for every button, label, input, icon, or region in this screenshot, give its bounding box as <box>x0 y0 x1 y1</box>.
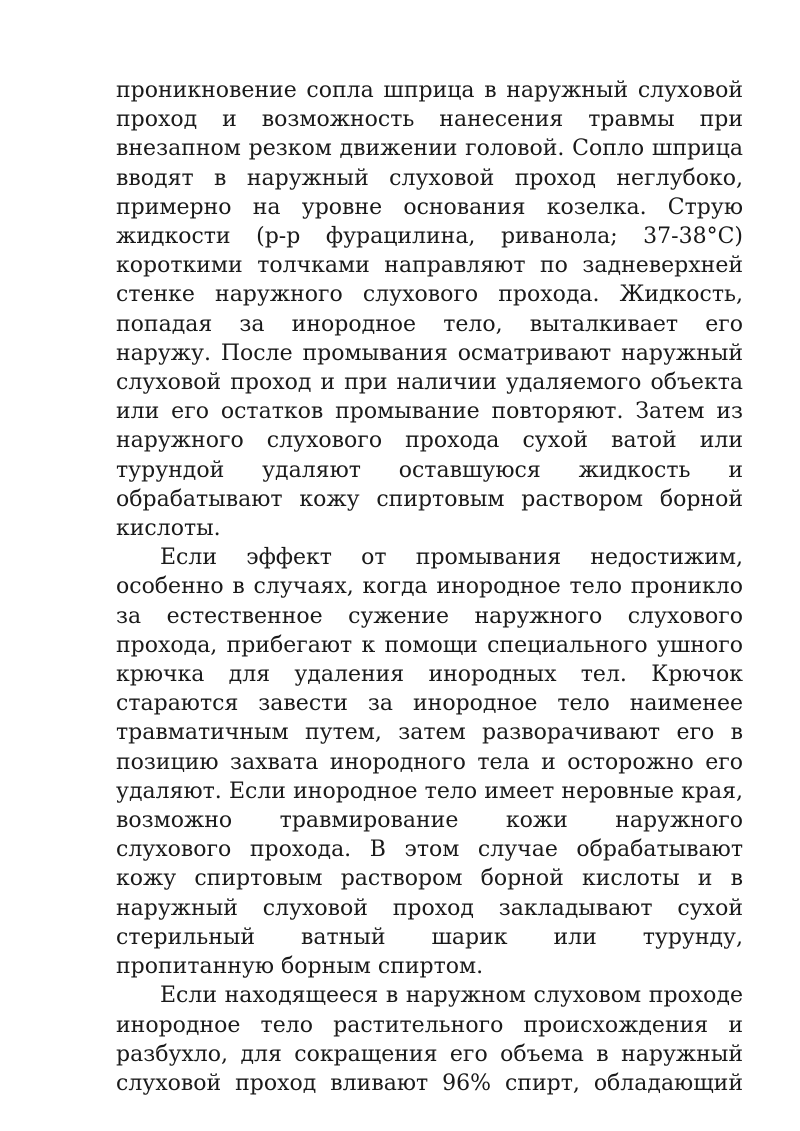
document-page <box>116 76 743 1098</box>
paragraph-2: Если эффект от промывания недостижим, особенно в случаях, когда инородное тело проникло за естественное сужение наружного слухового прохода, прибегают к помощи специального ушного крючка для удаления инородных тел. Крючок стараются завести за инородное тело наименее травматичным путем, затем разворачивают его в позицию захвата инородного тела и осторожно его удаляют. Если инородное тело имеет неровные края, возможно травмирование кожи наружного слухового прохода. В этом случае обрабатывают кожу спиртовым раствором борной кислоты и в наружный слуховой проход закладывают сухой стерильный ватный шарик или турунду, пропитанную борным спиртом. <box>116 545 743 980</box>
paragraph-3: Если находящееся в наружном слуховом проходе инородное тело растительного происхождения и разбухло, для сокращения его объема в наружный слуховой проход вливают 96% спирт, обладающий <box>116 983 743 1096</box>
paragraph-1: проникновение сопла шприца в наружный слуховой проход и возможность нанесения травмы при внезапном резком движении головой. Сопло шприца вводят в наружный слуховой проход неглубоко, примерно на уровне основания козелка. Струю жидкости (р-р фурацилина, риванола; 37-38°С) короткими толчками направляют по задневерхней стенке наружного слухового прохода. Жидкость, попадая за инородное тело, выталкивает его наружу. После промывания осматривают наружный слуховой проход и при наличии удаляемого объекта или его остатков промывание повторяют. Затем из наружного слухового прохода сухой ватой или турундой удаляют оставшуюся жидкость и обрабатывают кожу спиртовым раствором борной кислоты. <box>116 78 743 542</box>
